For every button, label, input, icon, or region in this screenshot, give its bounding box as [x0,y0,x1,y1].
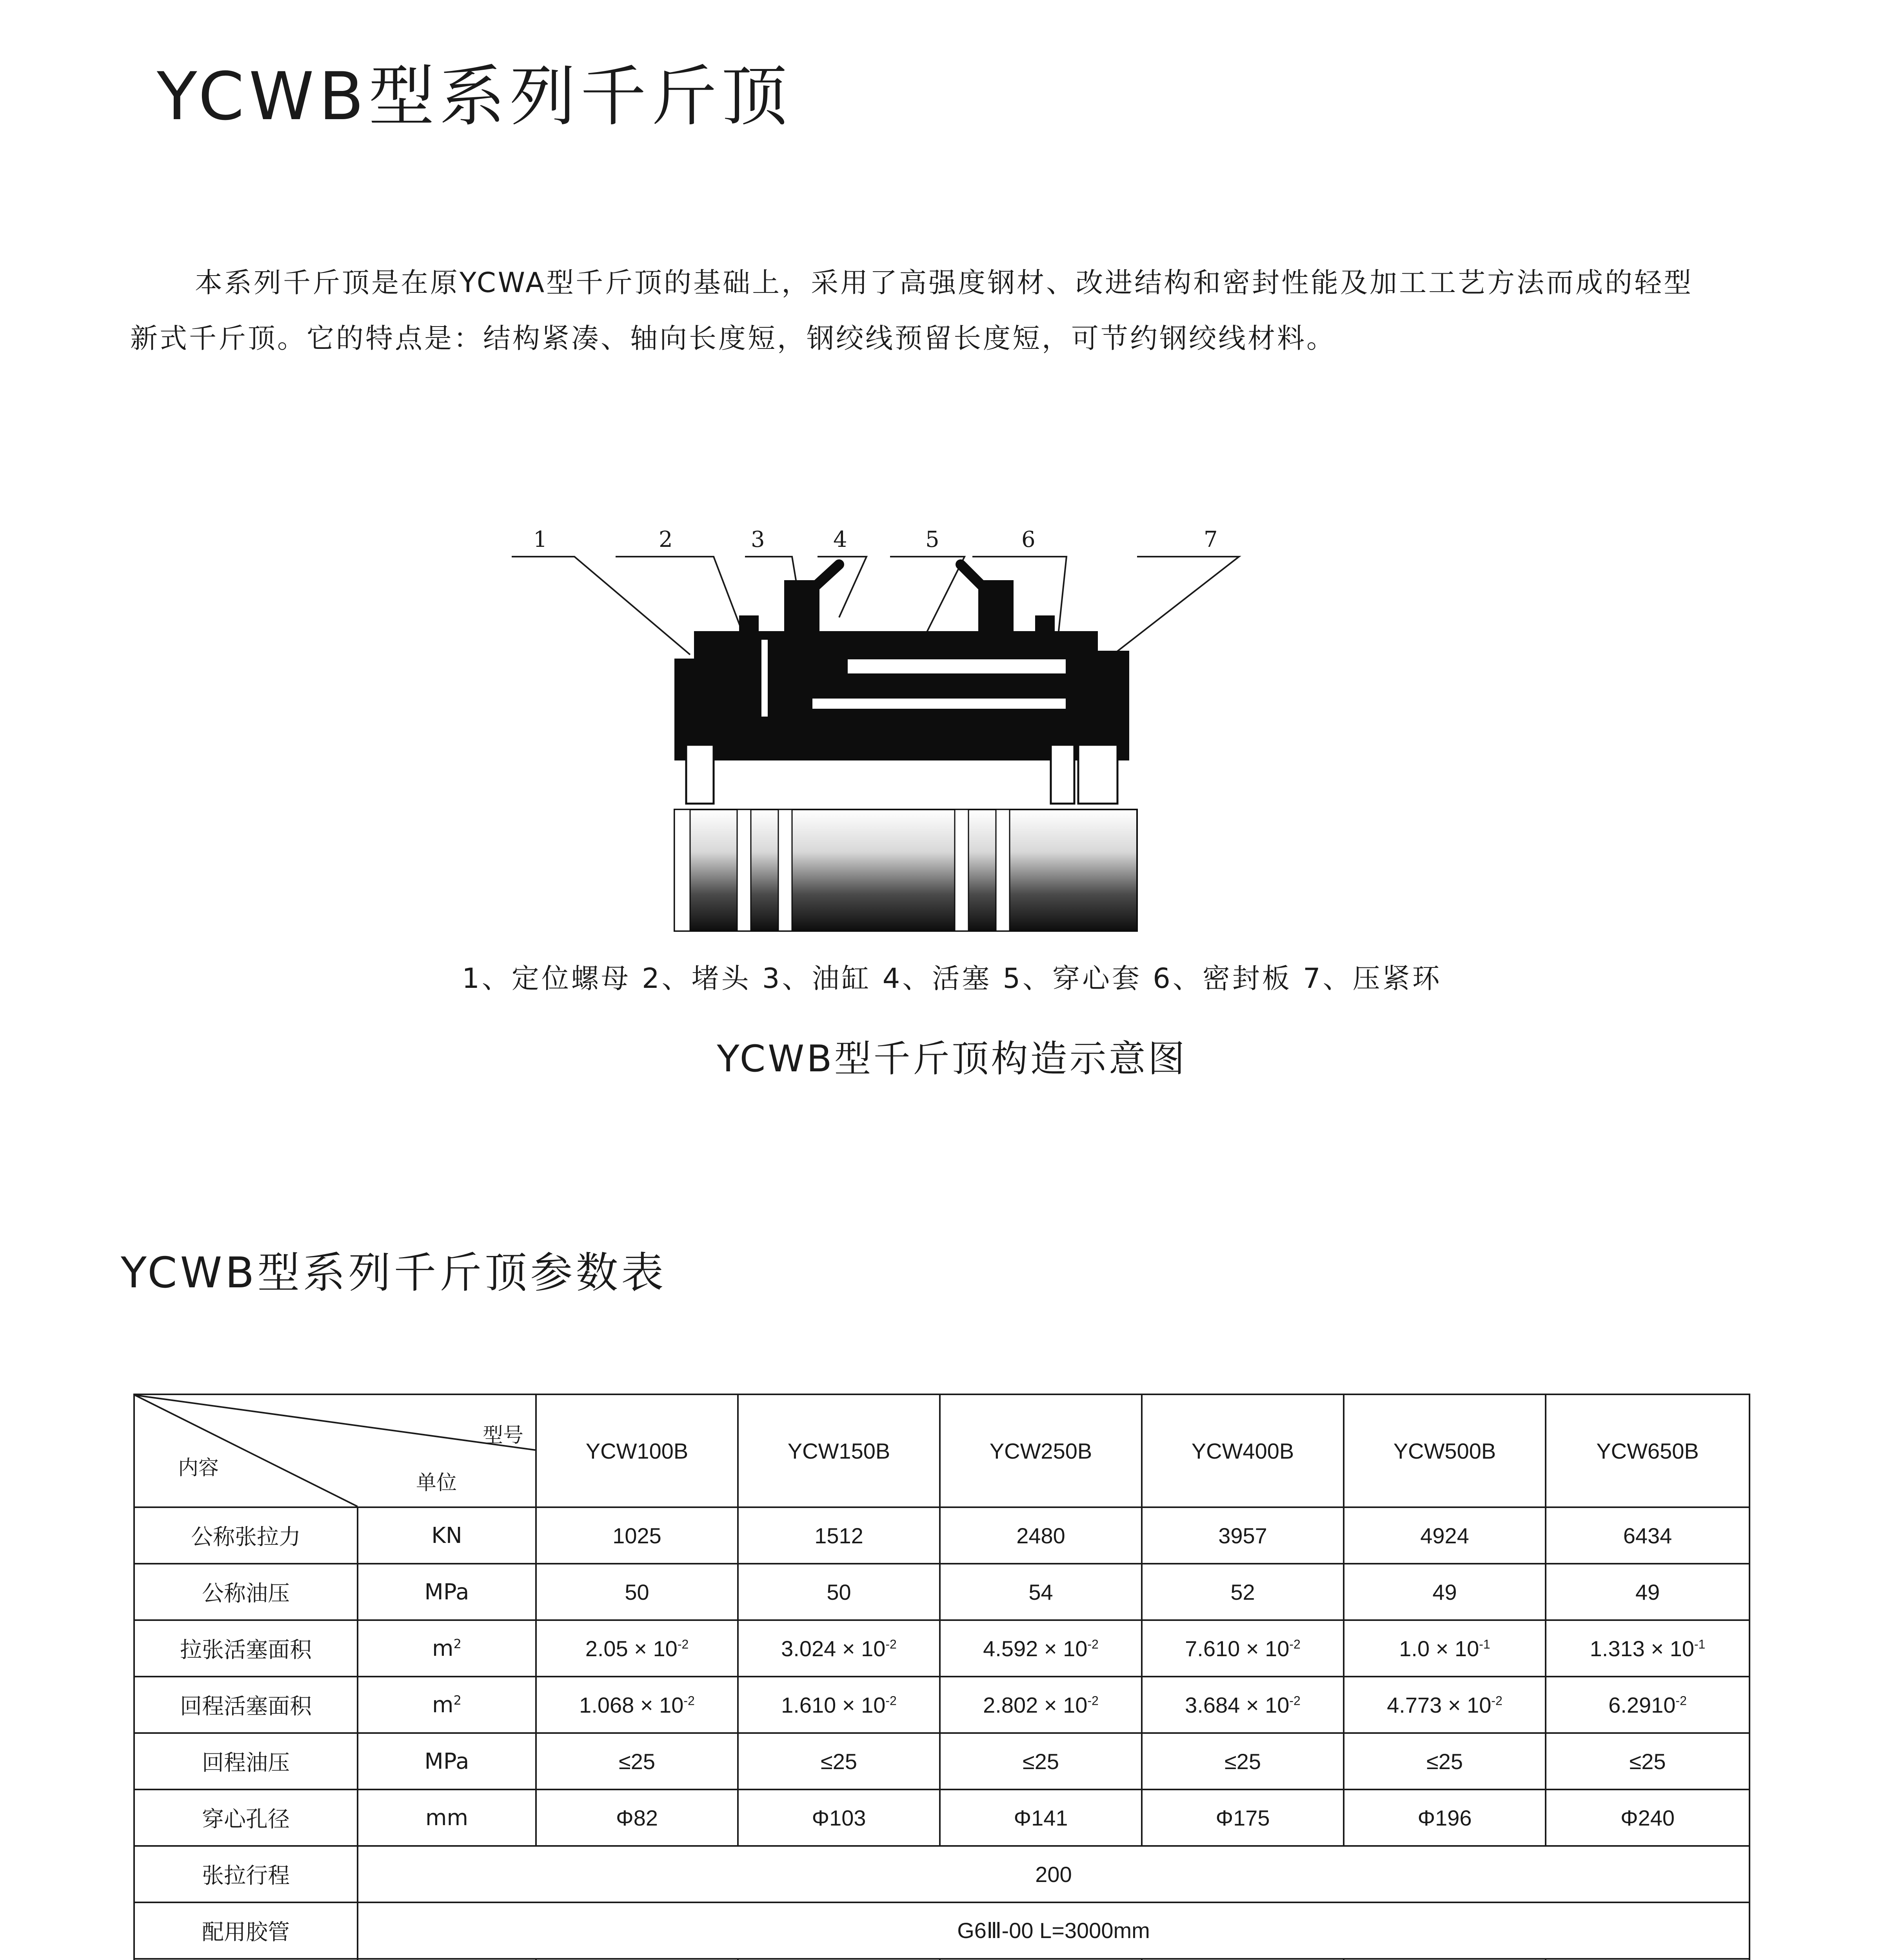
callout-2: 2 [659,527,673,552]
value-base: 1.0 × 10 [1399,1636,1479,1661]
value-cell: Φ240 [1546,1789,1750,1846]
table-row [134,1733,1750,1789]
row-label: 穿心孔径 [134,1789,358,1846]
row-label: 拉张活塞面积 [134,1620,358,1677]
table-header-row [134,1394,1750,1507]
value-cell: ≤25 [738,1733,940,1789]
right-end-ring [1078,745,1117,804]
table-row [134,1564,1750,1620]
value-base: 7.610 × 10 [1185,1636,1290,1661]
table-row [134,1677,1750,1733]
value-cell: 3957 [1142,1507,1344,1564]
value-base: 1.610 × 10 [781,1692,886,1717]
value-cell [1142,1620,1344,1677]
value-cell [536,1620,738,1677]
unit-cell: MPa [358,1564,536,1620]
model-header: YCW250B [940,1394,1142,1507]
value-cell: 54 [940,1564,1142,1620]
value-cell: ≤25 [1344,1733,1546,1789]
value-cell: 49 [1546,1564,1750,1620]
table-row [134,1507,1750,1564]
table-row [134,1789,1750,1846]
value-cell [940,1677,1142,1733]
value-cell: Φ141 [940,1789,1142,1846]
value-exponent: -2 [1289,1693,1301,1708]
callout-5: 5 [925,527,939,552]
table-row [134,1846,1750,1902]
unit-cell [358,1620,536,1677]
row-label: 张拉行程 [134,1846,358,1902]
value-base: 4.773 × 10 [1387,1692,1492,1717]
header-diagonal-cell [134,1394,536,1507]
value-cell: 6434 [1546,1507,1750,1564]
header-model-label: 型号 [482,1424,523,1447]
value-exponent: -2 [683,1693,695,1708]
parameter-table [133,1394,1750,1960]
value-base: 3.684 × 10 [1185,1692,1290,1717]
value-cell [1546,1677,1750,1733]
model-header: YCW100B [536,1394,738,1507]
value-cell: 2480 [940,1507,1142,1564]
value-cell [1344,1677,1546,1733]
value-cell: 52 [1142,1564,1344,1620]
header-unit-label: 单位 [416,1471,457,1495]
value-cell: 1025 [536,1507,738,1564]
value-cell [1142,1677,1344,1733]
intro-paragraph [130,255,1816,366]
leader-5 [890,557,965,635]
table-row [134,1902,1750,1959]
leader-2 [616,557,745,639]
header-content-label: 内容 [178,1456,219,1480]
intro-line-2: 新式千斤顶。它的特点是：结构紧凑、轴向长度短，钢绞线预留长度短，可节约钢绞线材料。 [130,322,1336,354]
model-header: YCW400B [1142,1394,1344,1507]
right-fitting [961,564,982,586]
value-cell: Φ175 [1142,1789,1344,1846]
model-header: YCW500B [1344,1394,1546,1507]
value-cell: 50 [738,1564,940,1620]
unit-base: m [432,1692,454,1718]
callout-7: 7 [1204,527,1218,552]
row-label: 配用胶管 [134,1902,358,1959]
callout-6: 6 [1021,527,1036,552]
value-base: 1.313 × 10 [1590,1636,1694,1661]
value-cell: 50 [536,1564,738,1620]
intro-line-1: 本系列千斤顶是在原YCWA型千斤顶的基础上，采用了高强度钢材、改进结构和密封性能及加工工艺方法而成的轻型 [195,267,1693,299]
page-title: YCWB型系列千斤顶 [157,58,792,135]
model-header: YCW650B [1546,1394,1750,1507]
unit-cell: MPa [358,1733,536,1789]
value-cell [738,1620,940,1677]
value-cell [1344,1620,1546,1677]
value-cell [536,1677,738,1733]
value-base: 1.068 × 10 [579,1692,684,1717]
row-label: 回程油压 [134,1733,358,1789]
model-header: YCW150B [738,1394,940,1507]
value-base: 2.802 × 10 [983,1692,1088,1717]
callout-1: 1 [533,527,547,552]
table-title: YCWB型系列千斤顶参数表 [121,1249,667,1298]
value-cell: 4924 [1344,1507,1546,1564]
right-ring [1051,745,1074,804]
unit-cell [358,1677,536,1733]
value-base: 4.592 × 10 [983,1636,1088,1661]
jack-structure-diagram [502,502,1404,933]
unit-cell: mm [358,1789,536,1846]
piston-channel [847,659,1066,674]
value-exponent: -1 [1479,1637,1490,1651]
value-cell: 1512 [738,1507,940,1564]
leader-7 [1098,557,1239,666]
diagram-caption: YCWB型千斤顶构造示意图 [717,1038,1187,1080]
leader-1 [512,557,690,655]
value-exponent: -2 [1087,1693,1099,1708]
right-nut [1035,615,1055,639]
left-fitting [816,564,839,586]
left-seal [761,639,769,717]
value-base: 2.05 × 10 [585,1636,678,1661]
diagram-legend: 1、定位螺母 2、堵头 3、油缸 4、活塞 5、穿心套 6、密封板 7、压紧环 [462,962,1442,995]
value-exponent: -2 [677,1637,689,1651]
value-cell [738,1677,940,1733]
value-cell [940,1620,1142,1677]
unit-base: m [432,1635,454,1661]
row-label: 公称油压 [134,1564,358,1620]
value-exponent: -1 [1694,1637,1706,1651]
value-base: 6.2910 [1608,1692,1676,1717]
inner-gap [812,698,1066,710]
unit-exponent: 2 [453,1636,461,1651]
table-row [134,1620,1750,1677]
value-cell: ≤25 [940,1733,1142,1789]
value-exponent: -2 [885,1693,897,1708]
value-cell: Φ82 [536,1789,738,1846]
value-cell [1546,1620,1750,1677]
value-exponent: -2 [1491,1693,1502,1708]
row-label: 回程活塞面积 [134,1677,358,1733]
row-label: 公称张拉力 [134,1507,358,1564]
value-cell: Φ196 [1344,1789,1546,1846]
callout-3: 3 [751,527,765,552]
unit-exponent: 2 [453,1692,461,1708]
unit-cell: KN [358,1507,536,1564]
value-cell: Φ103 [738,1789,940,1846]
value-base: 3.024 × 10 [781,1636,886,1661]
value-cell: ≤25 [1546,1733,1750,1789]
merged-value-cell: G6Ⅲ-00 L=3000mm [358,1902,1750,1959]
value-exponent: -2 [1675,1693,1687,1708]
value-exponent: -2 [885,1637,897,1651]
merged-value-cell: 200 [358,1846,1750,1902]
value-cell: 49 [1344,1564,1546,1620]
cylinder [674,809,1137,931]
left-ring [686,745,714,804]
value-cell: ≤25 [1142,1733,1344,1789]
value-cell: ≤25 [536,1733,738,1789]
callout-4: 4 [833,527,847,552]
value-exponent: -2 [1289,1637,1301,1651]
left-nut [739,615,759,639]
value-exponent: -2 [1087,1637,1099,1651]
